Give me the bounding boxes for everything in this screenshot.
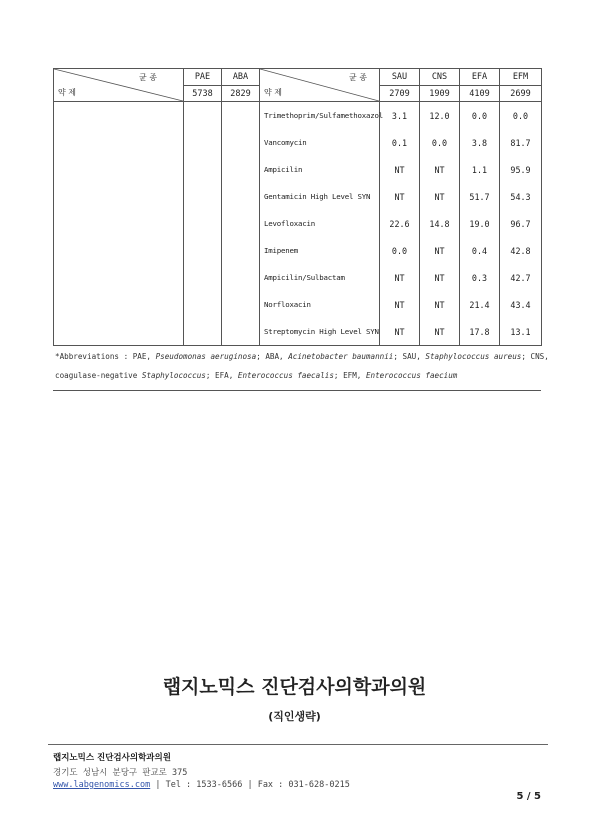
resistance-value: 17.8 [469,326,490,337]
resistance-value: NT [394,191,405,202]
drug-name: Trimethoprim/Sulfamethoxazol [264,111,383,120]
resistance-value: 43.4 [510,299,531,310]
resistance-value: 21.4 [469,299,490,310]
resistance-value: 0.3 [471,272,488,283]
resistance-value: 22.6 [389,218,410,229]
resistance-value: 13.1 [510,326,531,337]
resistance-value: 54.3 [510,191,531,202]
column-header-pae: PAE [184,69,222,86]
drug-name: Norfloxacin [264,300,311,309]
column-header-cns: CNS [420,69,460,86]
resistance-value: 0.0 [471,110,488,121]
column-header-efa: EFA [460,69,500,86]
susceptibility-table [53,68,542,346]
drug-name: Levofloxacin [264,219,315,228]
drug-name-column [260,102,383,346]
value-column-efa [460,102,500,346]
isolate-count-pae: 5738 [184,86,222,102]
drug-label: 약 제 [264,88,282,97]
resistance-value: NT [394,272,405,283]
abbreviations-note-line-1: *Abbreviations : PAE, Pseudomonas aeruginosa; ABA, Acinetobacter baumannii; SAU, Staphylococcus aureus; CNS, [55,352,549,361]
note-divider [53,390,541,391]
resistance-value: 0.1 [391,137,408,148]
resistance-value: 14.8 [429,218,450,229]
resistance-value: 96.7 [510,218,531,229]
page-number: 5 / 5 [516,791,541,802]
drug-name: Ampicilin [264,165,303,174]
value-column-sau [380,102,420,346]
resistance-value: NT [434,299,445,310]
species-label: 균 종 [349,73,367,82]
footer-org-name: 랩지노믹스 진단검사의학과의원 [53,753,171,763]
resistance-value: 0.4 [471,245,488,256]
value-column-cns [420,102,460,346]
species-label: 균 종 [139,73,157,82]
drug-label: 약 제 [58,88,76,97]
isolate-count-cns: 1909 [420,86,460,102]
resistance-value: 19.0 [469,218,490,229]
footer-address: 경기도 성남시 분당구 판교로 375 [53,768,188,778]
resistance-value: 42.8 [510,245,531,256]
isolate-count-efm: 2699 [500,86,542,102]
drug-name: Streptomycin High Level SYN [264,327,379,336]
value-column-efm [500,102,542,346]
empty-value-cell [222,102,260,346]
column-header-aba: ABA [222,69,260,86]
resistance-value: 0.0 [512,110,529,121]
resistance-value: 95.9 [510,164,531,175]
footer-divider [48,744,548,745]
resistance-value: NT [434,326,445,337]
drug-name: Ampicilin/Sulbactam [264,273,345,282]
header-diagonal-cell-right [260,69,380,102]
isolate-count-aba: 2829 [222,86,260,102]
phone-fax: | Tel : 1533-6566 | Fax : 031-628-0215 [150,780,350,790]
drug-name: Imipenem [264,246,298,255]
resistance-value: 3.1 [391,110,408,121]
resistance-value: 3.8 [471,137,488,148]
isolate-count-efa: 4109 [460,86,500,102]
drug-name: Vancomycin [264,138,307,147]
resistance-value: 0.0 [431,137,448,148]
column-header-efm: EFM [500,69,542,86]
resistance-value: 42.7 [510,272,531,283]
organization-name: 랩지노믹스 진단검사의학과의원 [162,676,427,698]
column-header-sau: SAU [380,69,420,86]
abbreviations-note-line-2: coagulase-negative Staphylococcus; EFA, Enterococcus faecalis; EFM, Enterococcus faecium [55,371,458,380]
resistance-value: NT [434,245,445,256]
resistance-value: NT [394,164,405,175]
resistance-value: 81.7 [510,137,531,148]
resistance-value: 12.0 [429,110,450,121]
header-diagonal-cell-left [54,69,184,102]
empty-drug-cell-left [54,102,184,346]
seal-omitted-text: (직인생략) [268,710,321,723]
website-link[interactable]: www.labgenomics.com [53,780,151,790]
resistance-value: 0.0 [391,245,408,256]
empty-value-cell [184,102,222,346]
drug-name: Gentamicin High Level SYN [264,192,371,201]
resistance-value: NT [434,191,445,202]
resistance-value: NT [434,272,445,283]
isolate-count-sau: 2709 [380,86,420,102]
resistance-value: 1.1 [471,164,488,175]
resistance-value: NT [434,164,445,175]
resistance-value: NT [394,326,405,337]
footer-contact [53,780,350,790]
resistance-value: NT [394,299,405,310]
resistance-value: 51.7 [469,191,490,202]
